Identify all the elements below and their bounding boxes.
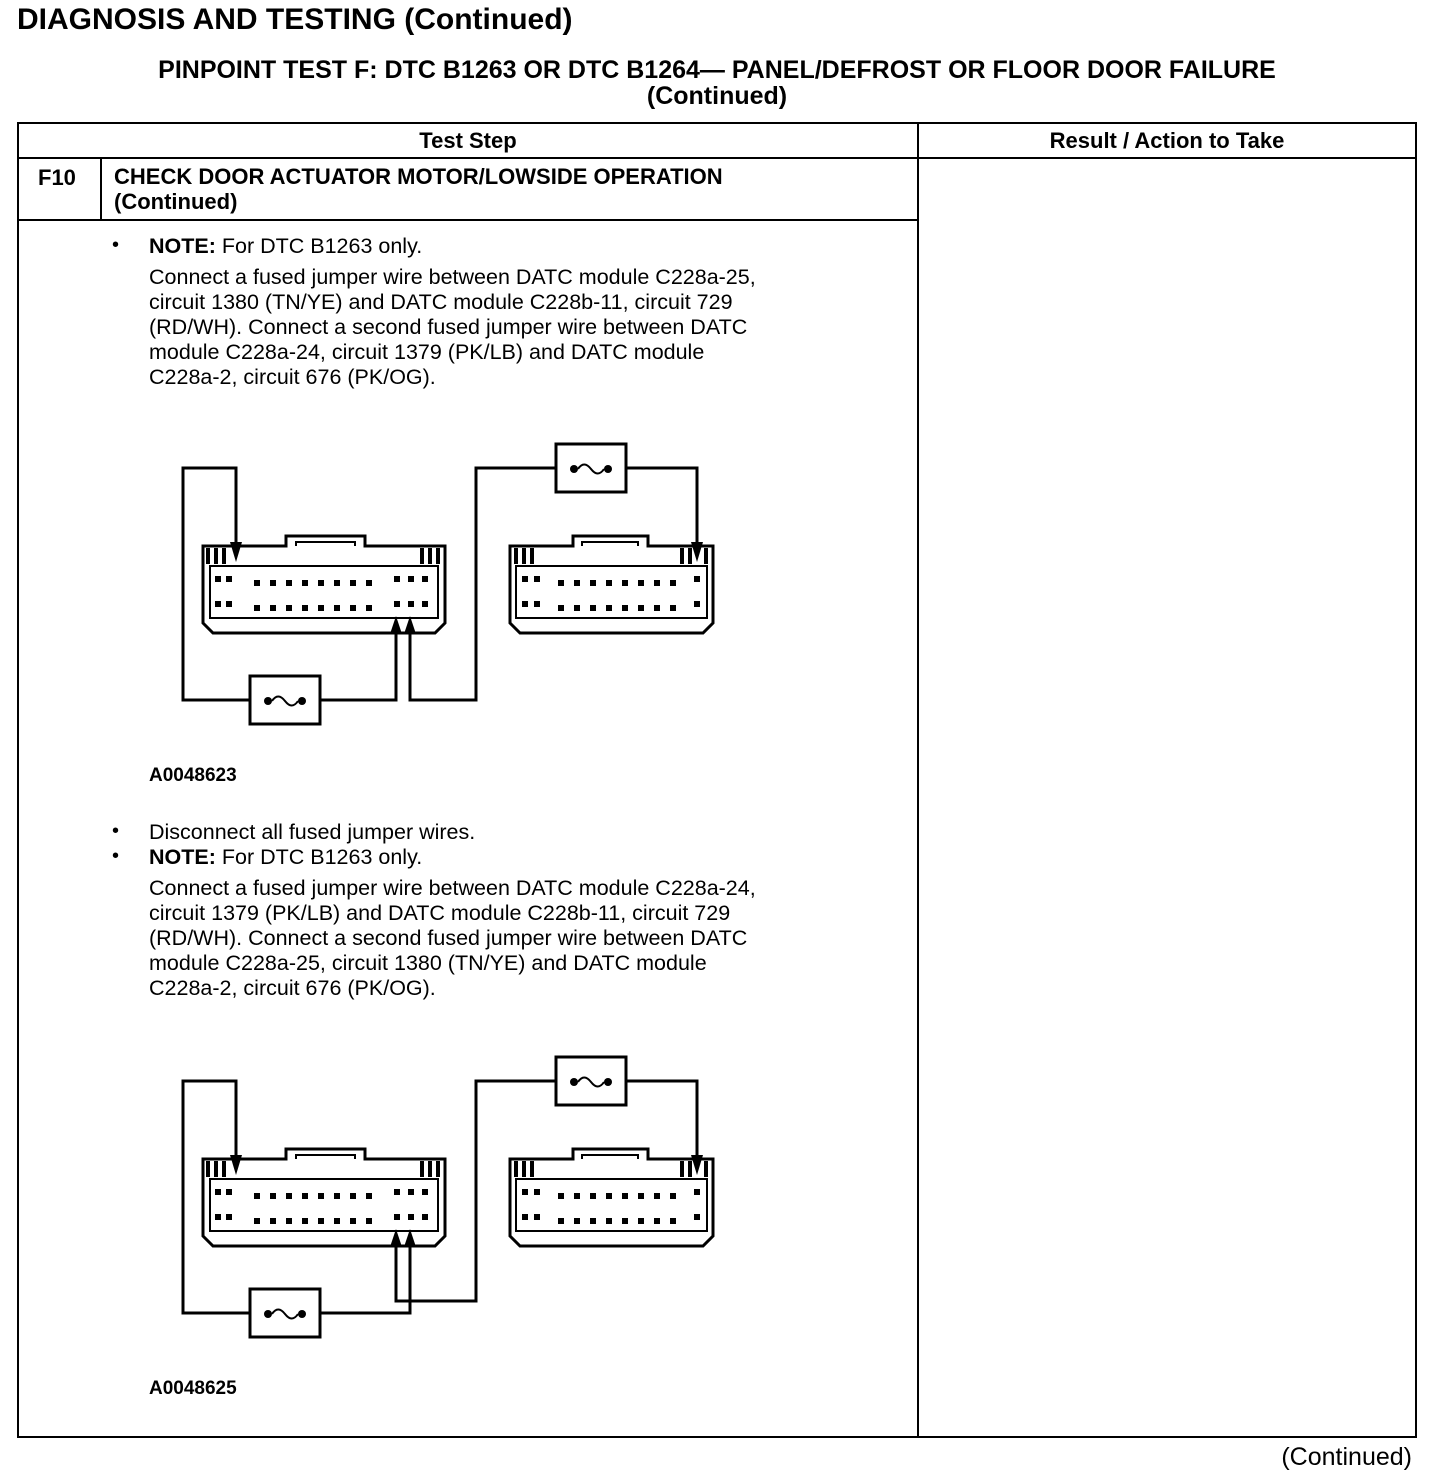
column-header-test-step: Test Step [419, 128, 517, 153]
bullet-marker: • [112, 234, 120, 256]
fuse-icon [578, 465, 604, 474]
step-title [114, 164, 914, 214]
probe-tip [691, 1155, 703, 1175]
instruction-line: Connect a fused jumper wire between DATC module C228a-25, [149, 265, 756, 289]
section-heading: DIAGNOSIS AND TESTING (Continued) [17, 3, 573, 36]
note-label: NOTE: [149, 234, 216, 258]
bullet-marker: • [112, 820, 120, 842]
instruction-line: Disconnect all fused jumper wires. [149, 820, 476, 844]
wiring-diagram-1 [170, 438, 730, 728]
fuse-icon [272, 697, 298, 706]
pinpoint-test-title [17, 57, 1417, 109]
note-text: For DTC B1263 only. [215, 234, 423, 258]
instruction-line: Connect a fused jumper wire between DATC module C228a-24, [149, 876, 756, 900]
note-label: NOTE: [149, 845, 216, 869]
jumper-wire [410, 468, 556, 700]
step-title-line2: (Continued) [114, 189, 238, 214]
instruction-line: (RD/WH). Connect a second fused jumper wire between DATC [149, 315, 748, 339]
instruction-line: C228a-2, circuit 676 (PK/OG). [149, 976, 436, 1000]
instruction-line: circuit 1380 (TN/YE) and DATC module C228b-11, circuit 729 [149, 290, 733, 314]
jumper-wire [183, 1081, 250, 1313]
jumper-wire [396, 1081, 556, 1301]
column-divider [917, 124, 919, 1436]
wiring-diagram-2 [170, 1051, 730, 1341]
figure-id: A0048625 [149, 1378, 237, 1399]
instruction-line: (RD/WH). Connect a second fused jumper wire between DATC [149, 926, 748, 950]
note-line [149, 234, 422, 259]
step-title-line1: CHECK DOOR ACTUATOR MOTOR/LOWSIDE OPERATION [114, 164, 723, 189]
jumper-wire [626, 1081, 697, 1159]
pinpoint-title-line1: PINPOINT TEST F: DTC B1263 OR DTC B1264— PANEL/DEFROST OR FLOOR DOOR FAILURE [158, 56, 1276, 84]
fuse-icon [272, 1310, 298, 1319]
jumper-wire [320, 626, 396, 700]
figure-id: A0048623 [149, 765, 237, 786]
fuse-icon [578, 1078, 604, 1087]
pinpoint-title-line2: (Continued) [646, 82, 788, 110]
instruction-line: module C228a-25, circuit 1380 (TN/YE) and DATC module [149, 951, 707, 975]
step-title-divider [19, 219, 917, 221]
jumper-wire [183, 468, 250, 700]
continued-footer: (Continued) [1281, 1443, 1412, 1471]
jumper-wire [626, 468, 697, 546]
step-id-divider [100, 157, 102, 220]
probe-tip [230, 542, 242, 562]
note-text: For DTC B1263 only. [215, 845, 423, 869]
column-header-result: Result / Action to Take [1049, 128, 1285, 153]
step-id: F10 [38, 165, 76, 190]
instruction-line: circuit 1379 (PK/LB) and DATC module C228b-11, circuit 729 [149, 901, 731, 925]
note-line [149, 845, 422, 870]
header-row-divider [19, 157, 1415, 159]
probe-tip [230, 1155, 242, 1175]
instruction-line: C228a-2, circuit 676 (PK/OG). [149, 365, 436, 389]
probe-tip [691, 542, 703, 562]
bullet-marker: • [112, 845, 120, 867]
instruction-line: module C228a-24, circuit 1379 (PK/LB) and DATC module [149, 340, 705, 364]
